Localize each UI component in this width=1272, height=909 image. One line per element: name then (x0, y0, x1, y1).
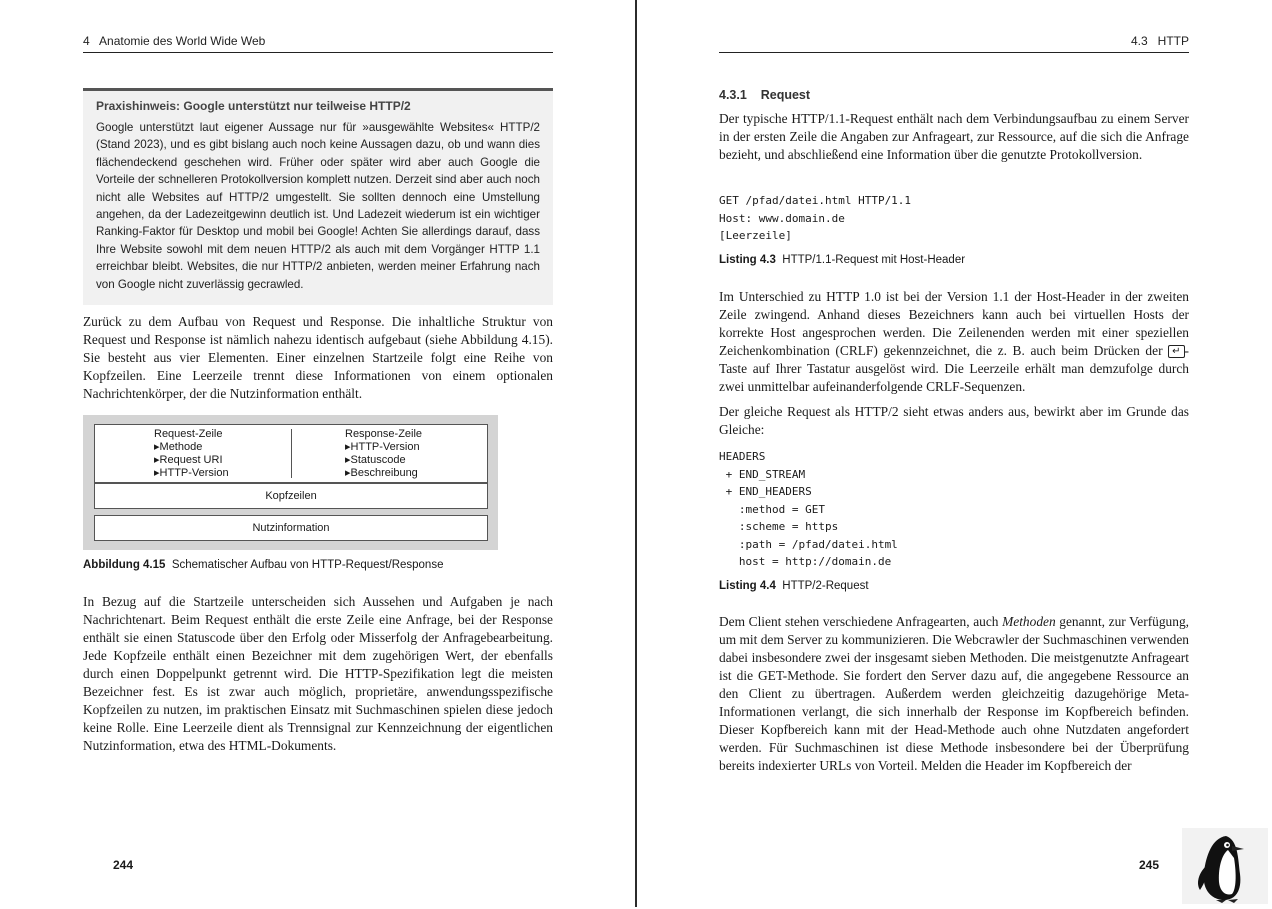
listing-caption (719, 254, 965, 266)
figure-caption-text: Schematischer Aufbau von HTTP-Request/Response (171, 559, 444, 571)
header-chapter-number: 4 (83, 34, 90, 48)
running-header-right (1131, 34, 1189, 48)
paragraph (719, 613, 1189, 775)
list-item: ▸ Methode (154, 441, 229, 454)
figure-caption-label: Abbildung 4.15 (83, 559, 166, 571)
list-item: ▸ Statuscode (345, 454, 422, 467)
paragraph-text: -Taste auf Ihrer Tastatur ausgelöst wird. Die Leerzeile erhält man demzufolge durch zwei unmittelbar aufeinanderfolgende CRLF-Sequenzen. (719, 343, 1189, 394)
listing-caption-label: Listing 4.4 (719, 580, 776, 592)
figure-http-structure (83, 415, 498, 550)
penguin-mascot-icon (1182, 828, 1268, 904)
paragraph-text: Im Unterschied zu HTTP 1.0 ist bei der Version 1.1 der Host-Header in der zweiten Zeile zwingend. Anhand dieses Bezeichners kann auch bei virtuellen Hosts der korrekte Host angesprochen werden. Die Zeilenenden werden mit einer speziellen Zeichenkombination (CRLF) gekennzeichnet, die z. B. auch beim Drücken der (719, 289, 1189, 358)
paragraph (719, 288, 1189, 396)
page-number-left: 244 (113, 858, 134, 872)
column-divider (291, 429, 292, 478)
list-item: ▸ HTTP-Version (345, 441, 422, 454)
practice-note-title: Praxishinweis: Google unterstützt nur teilweise HTTP/2 (96, 99, 411, 113)
paragraph: Der typische HTTP/1.1-Request enthält nach dem Verbindungsaufbau zu einem Server in der ersten Zeile die Angaben zur Anfrageart, zur Ressource, auf die sich die Anfrage bezieht, und abschließend eine Information über die genutzte Protokollversion. (719, 111, 1189, 162)
right-page (638, 0, 1272, 907)
header-section-title: HTTP (1157, 34, 1189, 48)
header-chapter-title: Anatomie des World Wide Web (99, 34, 266, 48)
header-rule (719, 52, 1189, 53)
paragraph: In Bezug auf die Startzeile unterscheiden sich Aussehen und Aufgaben je nach Nachrichtenart. Beim Request enthält die erste Zeile eine Anfrage, bei der Response enthält sie einen Statuscode über den Erfolg oder Misserfolg der Anfragebearbeitung. Jede Kopfzeile enthält einen Bezeichner mit dem zugehörigen Wert, der ebenfalls durch einen Doppelpunkt getrennt wird. Die HTTP-Spezifikation legt die meisten Bezeichner fest. Es ist zwar auch möglich, proprietäre, anwendungsspezifische Kopfzeilen zu nutzen, im praktischen Einsatz mit Suchmaschinen spielen diese jedoch keine Rolle. Eine Leerzeile dient als Trennsignal zur Kennzeichnung der eigentlichen Nutzinformation, etwa des HTML-Dokuments. (83, 594, 553, 753)
paragraph: Der gleiche Request als HTTP/2 sieht etwas anders aus, bewirkt aber im Grunde das Gleiche: (719, 404, 1189, 437)
practice-note-box (83, 88, 553, 305)
response-line-column (345, 428, 422, 480)
response-line-title: Response-Zeile (345, 428, 423, 440)
book-spine (635, 0, 637, 907)
list-item: ▸ Beschreibung (345, 467, 422, 480)
paragraph-text: Dem Client stehen verschiedene Anfragearten, auch (719, 614, 1003, 629)
listing-caption-text: HTTP/2-Request (782, 580, 869, 592)
section-number: 4.3.1 (719, 88, 747, 102)
list-item: ▸ HTTP-Version (154, 467, 229, 480)
paragraph-text: genannt, zur Verfügung, um mit dem Server zu kommunizieren. Die Webcrawler der Suchmaschinen verwenden dabei insbesondere zwei der insgesamt sieben Methoden. Die meistgenutzte Anfrageart ist die GET-Methode. Sie fordert den Server dazu auf, die angegebene Ressource an den Client zu übertragen. Außerdem werden gleichzeitig dazugehörige Meta-Informationen verlangt, die sich innerhalb der Response im Kopfbereich befinden. Dieser Kopfbereich kann mit der Head-Methode auch ohne Nutzdaten angefordert werden. Für Suchmaschinen ist diese Methode insbesondere bei der Überprüfung bereits indexierter URLs von Vorteil. Melden die Header im Kopfbereich der (719, 614, 1189, 773)
header-rule (83, 52, 553, 53)
header-section-number: 4.3 (1130, 34, 1148, 48)
emphasis-term: Methoden (1002, 614, 1056, 629)
listing-caption-label: Listing 4.3 (719, 254, 776, 266)
request-line-title: Request-Zeile (154, 428, 223, 440)
left-page (0, 0, 636, 907)
figure-caption (83, 559, 443, 571)
running-header-left (83, 34, 265, 48)
section-heading (719, 88, 810, 102)
practice-note-text: Google unterstützt laut eigener Aussage nur für »ausgewählte Websites« HTTP/2 (Stand 2023), und es gibt bislang auch noch keine Aussagen dazu, ob und wann dies flächendeckend geschehen wird. Früher oder später wird aber auch Google die Vorteile der schnelleren Protokollversion komplett nutzen. Derzeit sind aber auch noch nicht alle Websites auf HTTP/2 umgestellt. Sie sollten dennoch eine Umstellung angehen, da der Ladezeitgewinn deutlich ist. Und Ladezeit wiederum ist ein wichtiger Ranking-Faktor für Desktop und mobil bei Google! Achten Sie allerdings darauf, dass Ihre Website sowohl mit dem neuen HTTP/2 als auch mit dem Vorgänger HTTP 1.1 erreichbar bleibt. Websites, die nur HTTP/2 anbieten, werden meiner Erfahrung nach von Google nicht zuverlässig gecrawled. (96, 121, 540, 291)
listing-caption (719, 580, 869, 592)
section-title: Request (760, 88, 811, 102)
payload-box: Nutzinformation (94, 515, 488, 541)
paragraph: Zurück zu dem Aufbau von Request und Response. Die inhaltliche Struktur von Request und Response ist nämlich nahezu identisch aufgebaut (siehe Abbildung 4.15). Sie besteht aus vier Elementen. Einer einzelnen Startzeile folgt eine Reihe von Kopfzeilen. Eine Leerzeile trennt diese Informationen von einem optionalen Nachrichtenkörper, der die Nutzinformation enthält. (83, 314, 553, 401)
code-listing-4-4: HEADERS + END_STREAM + END_HEADERS :method = GET :scheme = https :path = /pfad/datei.html host = http://domain.de (719, 450, 898, 568)
page-number-right: 245 (1139, 858, 1160, 872)
start-line-box (94, 424, 488, 483)
request-line-column (154, 428, 229, 480)
code-listing-4-3: GET /pfad/datei.html HTTP/1.1 Host: www.domain.de [Leerzeile] (719, 194, 912, 242)
enter-key-icon: ↵ (1168, 345, 1184, 358)
listing-caption-text: HTTP/1.1-Request mit Host-Header (782, 254, 966, 266)
headers-box: Kopfzeilen (94, 483, 488, 509)
list-item: ▸ Request URI (154, 454, 229, 467)
